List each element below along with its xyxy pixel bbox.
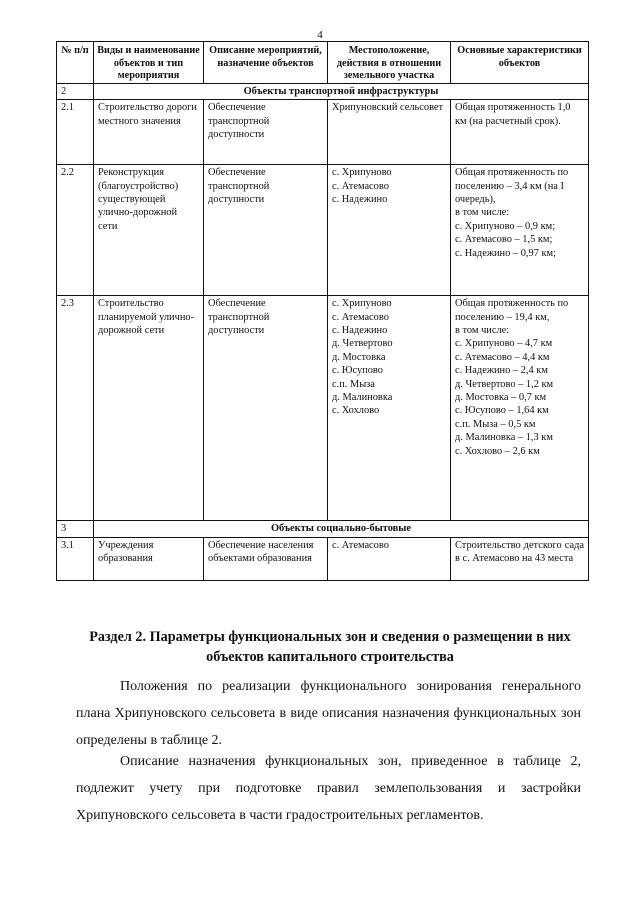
location-item: д. Малиновка (332, 392, 393, 404)
row-object-name: Строительство дороги местного значения (94, 100, 204, 165)
characteristic-line: с. Атемасово – 4,4 км (455, 351, 550, 363)
row-object-name: Строительство планируемой улично-дорожной сети (94, 296, 204, 521)
row-location (328, 537, 451, 580)
location-item: с. Атемасово (332, 311, 389, 323)
characteristic-line: Общая протяженность 1,0 км (на расчетный срок). (455, 102, 571, 127)
row-description: Обеспечение населения объектами образования (204, 537, 328, 580)
row-number: 2.2 (57, 165, 94, 296)
section-title: Объекты транспортной инфраструктуры (94, 83, 589, 99)
location-item: с. Хрипуново (332, 298, 392, 310)
header-number: № п/п (57, 42, 94, 84)
header-location: Местоположение, действия в отношении земельного участка (328, 42, 451, 84)
row-location (328, 100, 451, 165)
objects-table (56, 41, 589, 581)
row-characteristics (451, 537, 589, 580)
row-characteristics (451, 165, 589, 296)
characteristic-line: д. Четвертово – 1,2 км (455, 378, 554, 390)
characteristic-line: с. Надежино – 0,97 км; (455, 247, 556, 259)
characteristic-line: д. Малиновка – 1,3 км (455, 432, 553, 444)
section-row (57, 83, 589, 99)
location-item: с.п. Мыза (332, 378, 375, 390)
row-object-name: Учреждения образования (94, 537, 204, 580)
characteristic-line: с. Хохлово – 2,6 км (455, 445, 540, 457)
row-description: Обеспечение транспортной доступности (204, 100, 328, 165)
characteristic-line: с. Надежино – 2,4 км (455, 365, 548, 377)
characteristic-line: с. Атемасово – 1,5 км; (455, 234, 553, 246)
location-item: с. Хрипуново (332, 167, 392, 179)
location-item: д. Четвертово (332, 338, 393, 350)
table-header-row (57, 42, 589, 84)
row-location (328, 165, 451, 296)
characteristic-line: с. Хрипуново – 4,7 км (455, 338, 553, 350)
table-row (57, 296, 589, 521)
characteristic-line: с.п. Мыза – 0,5 км (455, 418, 536, 430)
location-item: с. Надежино (332, 194, 388, 205)
row-characteristics (451, 296, 589, 521)
row-number: 3.1 (57, 537, 94, 580)
section-title: Объекты социально-бытовые (94, 521, 589, 537)
section-number: 3 (57, 521, 94, 537)
header-description: Описание мероприятий, назначение объектов (204, 42, 328, 84)
characteristic-line: Строительство детского сада в с. Атемасово на 43 места (455, 539, 584, 564)
table-row (57, 537, 589, 580)
location-item: с. Атемасово (332, 180, 389, 192)
location-item: д. Мостовка (332, 351, 386, 363)
location-item: с. Надежино (332, 325, 388, 336)
header-characteristics: Основные характеристики объектов (451, 42, 589, 84)
location-item: с. Хохлово (332, 405, 380, 417)
table-row (57, 100, 589, 165)
paragraph: Описание назначения функциональных зон, приведенное в таблице 2, подлежит учету при подготовке правил землепользования и застройки Хрипуновского сельсовета в части градостроительных регламентов. (76, 754, 581, 823)
characteristic-line: в том числе: (455, 325, 510, 336)
characteristic-line: Общая протяженность по поселению – 19,4 км, (455, 298, 569, 323)
location-item: с. Атемасово (332, 539, 389, 551)
section-number: 2 (57, 83, 94, 99)
row-characteristics (451, 100, 589, 165)
table-row (57, 165, 589, 296)
row-number: 2.3 (57, 296, 94, 521)
section-heading: Раздел 2. Параметры функциональных зон и сведения о размещении в них объектов капитального строительства (89, 629, 571, 665)
row-location (328, 296, 451, 521)
location-item: Хрипуновский сельсовет (332, 102, 444, 114)
paragraph: Положения по реализации функционального зонирования генерального плана Хрипуновского сельсовета в виде описания назначения функциональных зон определены в таблице 2. (76, 679, 581, 748)
characteristic-line: с. Юсупово – 1,64 км (455, 405, 549, 417)
characteristic-line: с. Хрипуново – 0,9 км; (455, 220, 556, 232)
header-object-type: Виды и наименование объектов и тип мероприятия (94, 42, 204, 84)
section-row (57, 521, 589, 537)
row-object-name: Реконструкция (благоустройство) существующей улично-дорожной сети (94, 165, 204, 296)
row-number: 2.1 (57, 100, 94, 165)
characteristic-line: д. Мостовка – 0,7 км (455, 392, 547, 404)
characteristic-line: в том числе: (455, 207, 510, 219)
page-number: 4 (317, 29, 323, 41)
characteristic-line: Общая протяженность по поселению – 3,4 км (на I очередь), (455, 167, 569, 205)
location-item: с. Юсупово (332, 365, 383, 377)
row-description: Обеспечение транспортной доступности (204, 296, 328, 521)
row-description: Обеспечение транспортной доступности (204, 165, 328, 296)
